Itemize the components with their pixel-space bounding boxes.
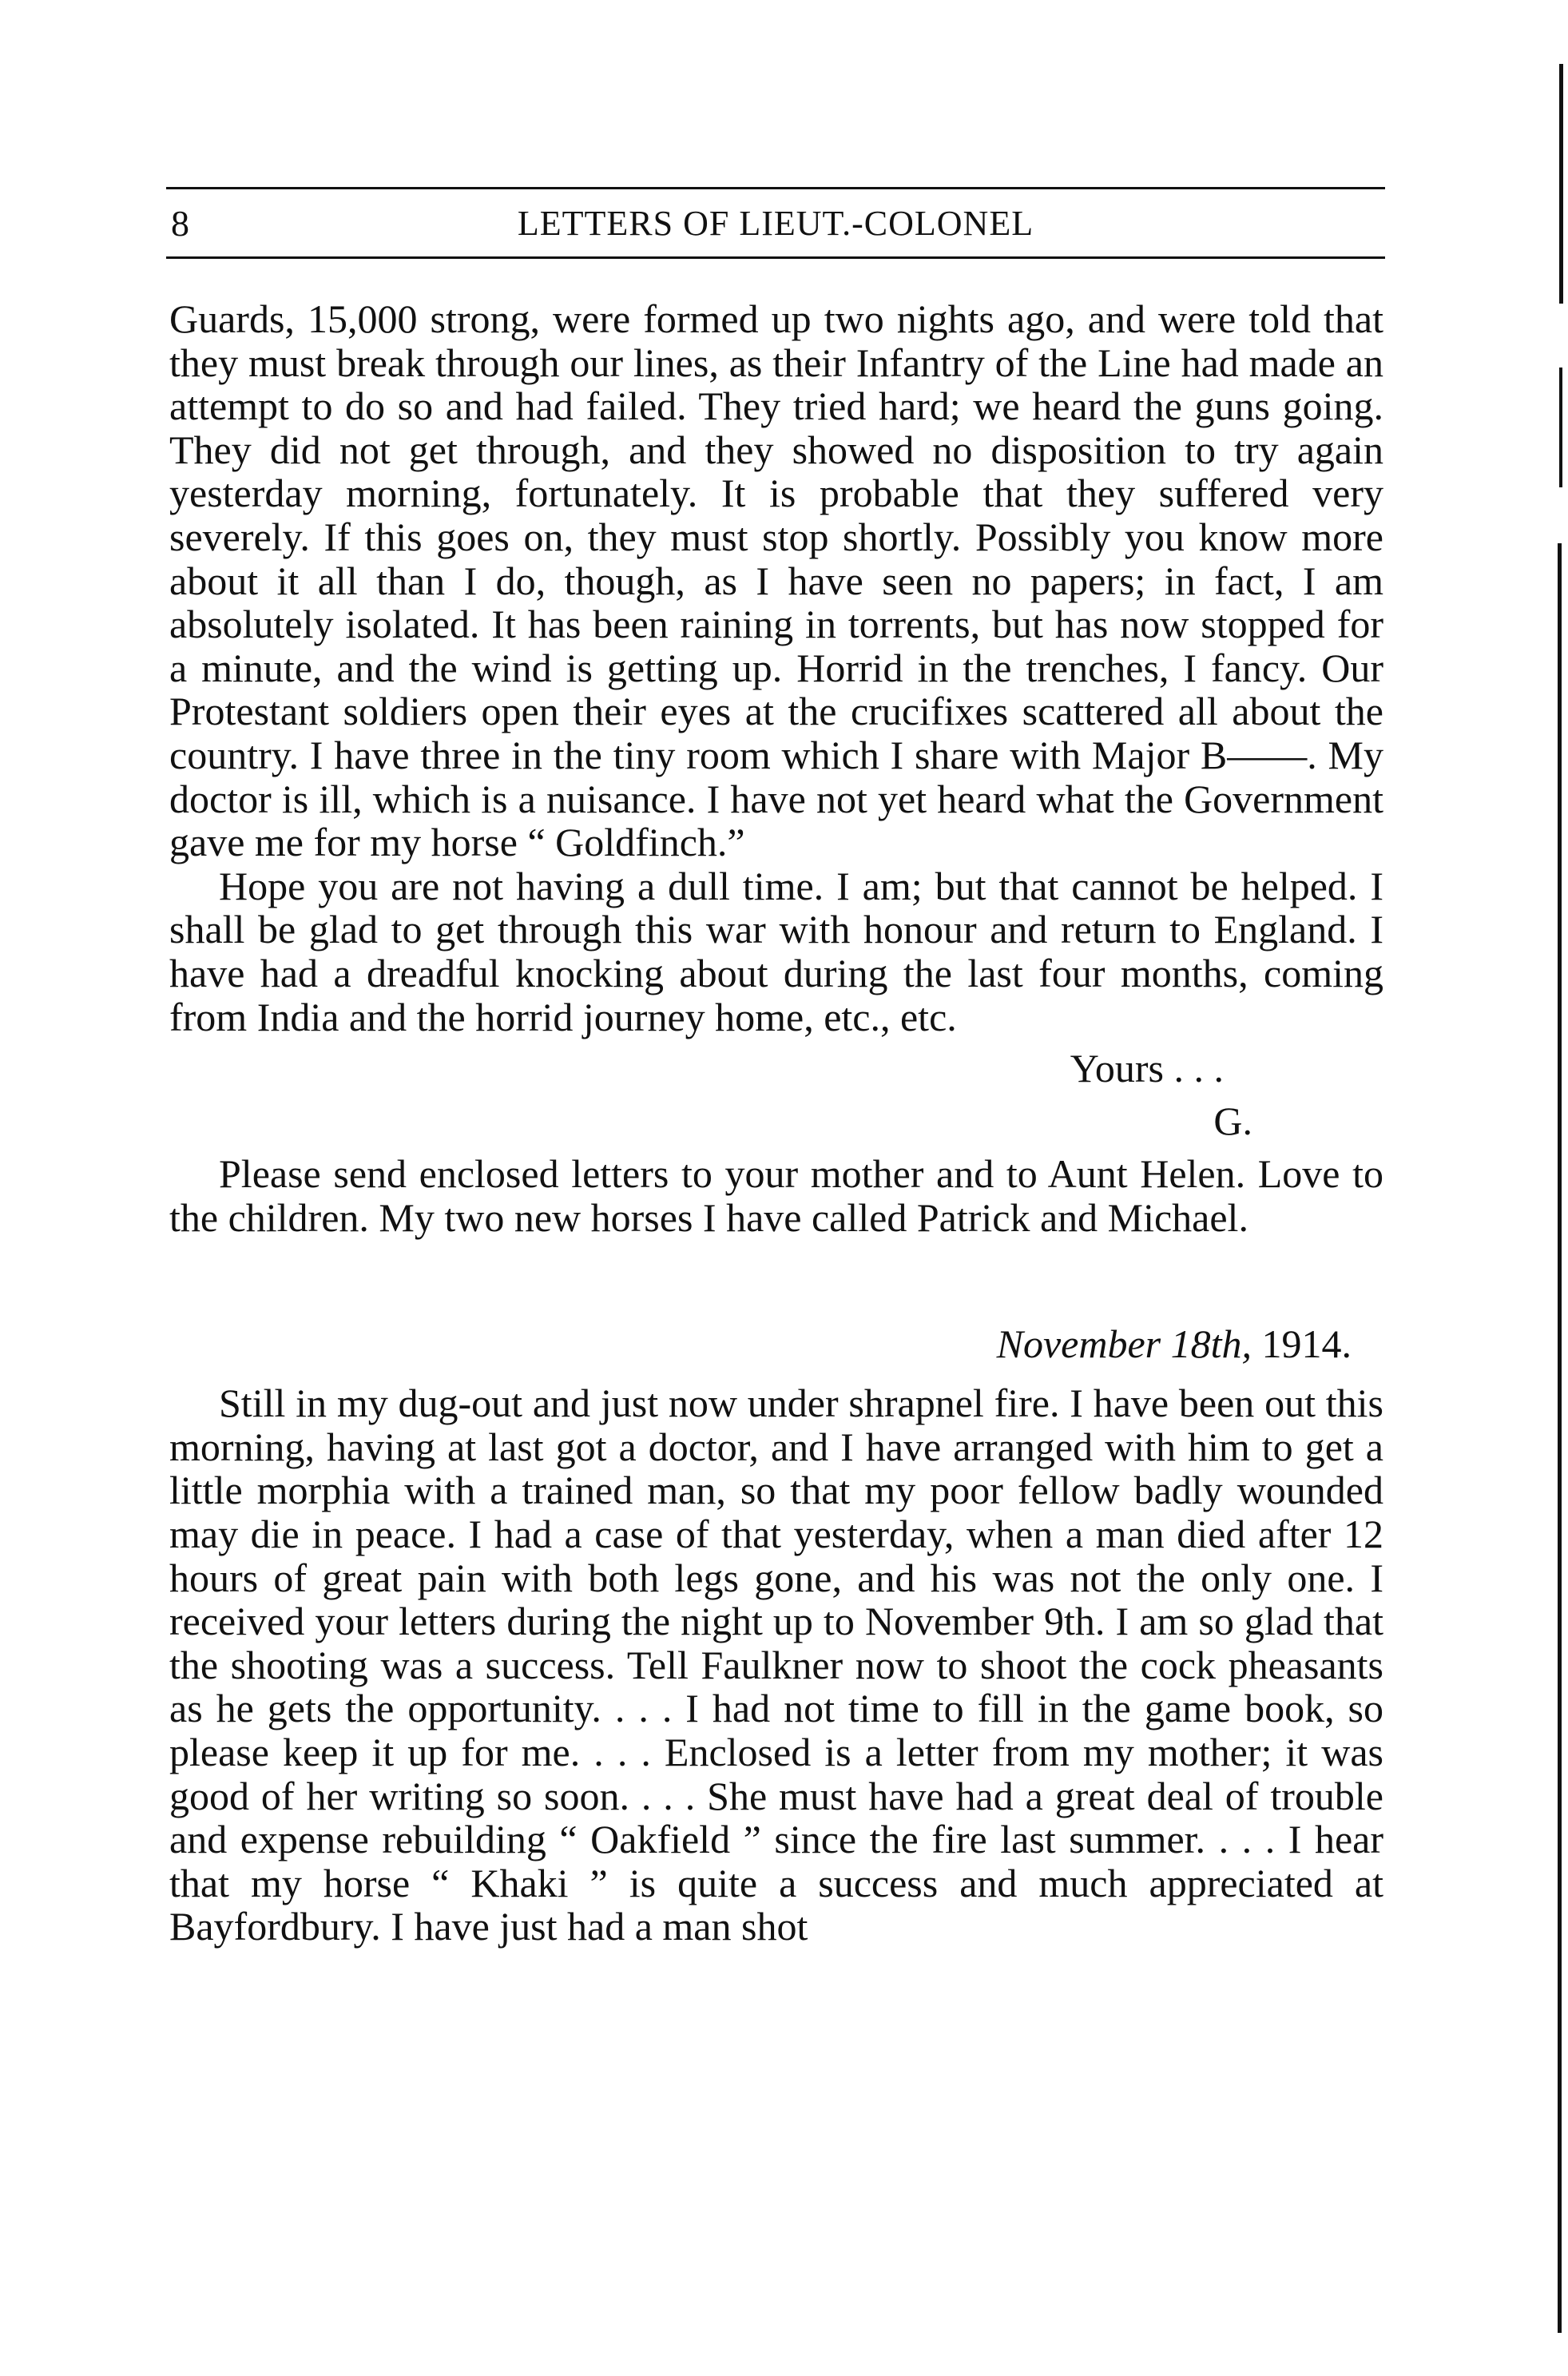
letter-paragraph: Hope you are not having a dull time. I am; but that cannot be helped. I shall be glad to get through this war with honour and return to England. I have had a dreadful knocking about during the last four months, coming from India and the horrid journey home, etc., etc. [169, 863, 1383, 1039]
page-header [166, 187, 1385, 259]
letter-signature: G. [1213, 1099, 1252, 1144]
page-body [169, 297, 1383, 1949]
scan-edge-line [1559, 368, 1562, 487]
second-letter-paragraph: Still in my dug-out and just now under shrapnel fire. I have been out this morning, having at last got a doctor, and I have arranged with him to get a little morphia with a trained man, so that my poor fellow badly wounded may die in peace. I had a case of that yesterday, when a man died after 12 hours of great pain with both legs gone, and his was not the only one. I received your letters during the night up to November 9th. I am so glad that the shooting was a success. Tell Faulkner now to shoot the cock pheasants as he gets the opportunity. . . . I had not time to fill in the game book, so please keep it up for me. . . . Enclosed is a letter from my mother; it was good of her writing so soon. . . . She must have had a great deal of trouble and expense rebuilding “ Oakfield ” since the fire last summer. . . . I hear that my horse “ Khaki ” is quite a success and much appreciated at Bayfordbury. I have just had a man shot [169, 1381, 1383, 1949]
scan-edge-line [1558, 543, 1562, 2333]
scan-edge-line [1559, 64, 1563, 304]
dateline-year: 1914. [1261, 1321, 1352, 1367]
page-number: 8 [171, 203, 189, 244]
running-head: LETTERS OF LIEUT.-COLONEL [517, 204, 1034, 243]
letter-closing: Yours . . . [1070, 1046, 1224, 1091]
dateline-month-day: November 18th, [996, 1321, 1252, 1367]
letter-dateline [169, 1321, 1383, 1367]
postscript: Please send enclosed letters to your mother and to Aunt Helen. Love to the children. My two new horses I have called Patrick and Michael. [169, 1151, 1383, 1240]
letter-paragraph-continued: Guards, 15,000 strong, were formed up two nights ago, and were told that they must break through our lines, as their Infantry of the Line had made an attempt to do so and had failed. They tried hard; we heard the guns going. They did not get through, and they showed no disposition to try again yesterday morning, fortunately. It is probable that they suffered very severely. If this goes on, they must stop shortly. Possibly you know more about it all than I do, though, as I have seen no papers; in fact, I am absolutely isolated. It has been raining in torrents, but has now stopped for a minute, and the wind is getting up. Horrid in the trenches, I fancy. Our Protestant soldiers open their eyes at the crucifixes scattered all about the country. I have three in the tiny room which I share with Major B——. My doctor is ill, which is a nuisance. I have not yet heard what the Government gave me for my horse “ Goldfinch.” [169, 296, 1383, 865]
